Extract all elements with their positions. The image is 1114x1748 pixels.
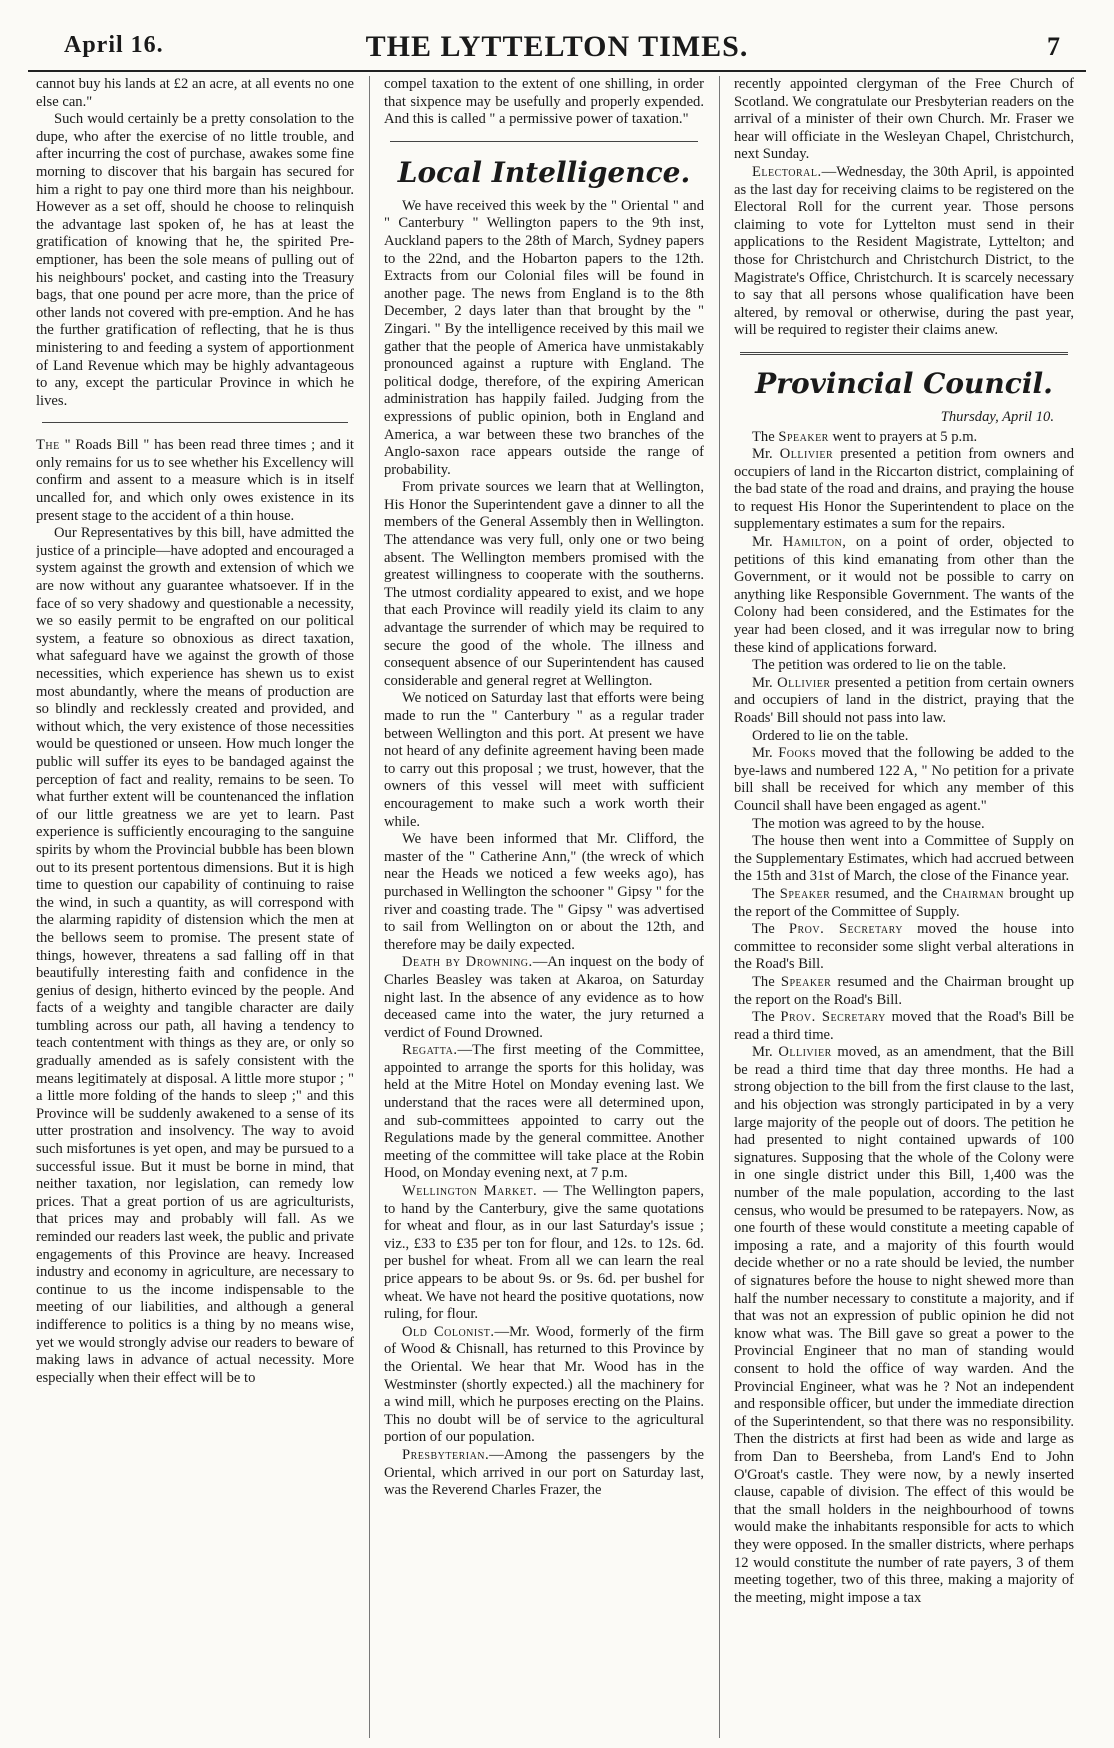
article-separator — [390, 141, 698, 142]
proceeding — [734, 429, 1074, 447]
proceeding: The house then went into a Committee of Supply on the Supplementary Estimates, which had accrued between the 15th and 31st of March, the close of the Finance year. — [734, 833, 1074, 885]
text: The — [752, 921, 789, 938]
column-divider — [719, 76, 720, 1738]
item-heading: Old Colonist. — [402, 1323, 495, 1340]
item-text: —An inquest on the body of Charles Beasley was taken at Akaroa, on Saturday night last. In the absence of any evidence as to how deceased came into the water, the jury returned a verdict of Found Drowned. — [384, 954, 704, 1041]
page-number: 7 — [1047, 32, 1060, 61]
item-text: —The first meeting of the Committee, appointed to arrange the sports for this holiday, was held at the Mitre Hotel on Monday evening last. We understand that the races were all determined upon, and sub-committees appointed to carry out the Regulations made by the general committee. Another meeting of the committee will take place at the Robin Hood, on Monday evening next, at 7 p.m. — [384, 1042, 704, 1182]
proceeding: Ordered to lie on the table. — [752, 727, 909, 744]
paragraph: recently appointed clergyman of the Free Church of Scotland. We congratulate our Presbyterian readers on the arrival of a minister of their own Church. Mr. Fraser we hear will officiate in the Wesleyan Chapel, Christchurch, next Sunday. — [734, 76, 1074, 163]
item-heading: Regatta. — [402, 1042, 458, 1059]
speaker-name: Speaker — [780, 973, 832, 990]
item-text: —Wednesday, the 30th April, is appointed as the last day for receiving claims to be registered on the Electoral Roll for the current year. Those persons claiming to vote for Lyttelton must send in their applications to the Resident Magistrate, Lyttelton; and those for Christchurch and Christchurch District, to the Magistrate's Office, Christchurch. It is scarcely necessary to say that all persons whose qualification have been altered, by removal or otherwise, during the past year, will be required to register their claims anew. — [734, 163, 1074, 339]
text: The — [752, 1009, 781, 1026]
item-text: —Among the passengers by the Oriental, which arrived in our port on Saturday last, was the Reverend Charles Frazer, the — [384, 1446, 704, 1499]
news-item — [384, 1324, 704, 1447]
issue-date: April 16. — [64, 32, 164, 58]
proceeding — [734, 921, 1074, 974]
text: brought up the report of the Committee of Supply. — [734, 885, 1074, 920]
text: moved, as an amendment, that the Bill be read a third time that day three months. He had a strong objection to the bill from the first clause to the last, and his objection was strongly participated in by a very large majority of the people out of doors. The petition he had presented to night contained upwards of 100 signatures. Supposing that the whole of the Colony were in one single district under this Bill, 1,400 was the number of the male population, according to the last census, who would be presumed to be ratepayers. Now, as one fourth of these would constitute a meeting capable of imposing a rate, and a majority of this fourth would decide whether or no a rate should be levied, the number of signatures before the house to night shewed more than half the number necessary to constitute a majority, and if that was not an expression of public opinion he did not know what was. The Bill gave so great a power to the Provincial Engineer that no man of standing would consent to hold the office of way warden. And the Provincial Engineer, what was he ? Not an independent and responsible officer, but under the immediate direction of the Superintendent, so that there was no responsibility. Then the districts at first had been as wide and large as from Dan to Beersheba, from Land's End to John O'Groat's castle. They were now, by a newly inserted clause, capable of division. The effect of this would be that the small holders in the neighbourhood of towns would make the inhabitants responsible for acts to which they were opposed. In the smaller districts, where perhaps 12 would constitute the number of rate payers, 3 of them meeting together, two of this three, making a majority of the meeting, might impose a tax — [734, 1044, 1074, 1606]
item-text: — The Wellington papers, to hand by the Canterbury, give the same quotations for wheat and flour, as in our last Saturday's issue ; viz., £33 to £35 per ton for flour, and 12s. to 12s. 6d. per bushel for wheat. From all we can learn the real price appears to be about 9s. or 9s. 6d. per bushel for wheat. We have not heard the positive quotations, now ruling, for flour. — [384, 1183, 704, 1323]
speaker-name: Fooks — [778, 745, 817, 762]
paragraph-text: " Roads Bill " has been read three times ; and it only remains for us to see whether his Excellency will confirm and assent to a measure which is in itself uncalled for, and which only owes existence in its present stage to the accident of a thin house. — [36, 437, 354, 524]
paragraph: Our Representatives by this bill, have admitted the justice of a principle—have adopted and encouraged a system against the growth and extension of which we are now without any guarantee whatsoever. If in the face of so very shadowy and questionable a necessity, we so easily permit to be engrafted on our political system, a feature so obnoxious as direct taxation, what safeguard have we against the growth of those necessities, which experience has shewn us to exist most abundantly, where the means of production are so blindly and recklessly created and provided, and without which, the very existence of those necessities would be questioned or unseen. How much longer the public will suffer its eyes to be bandaged against the perception of fact and reality, remains to be seen. To what further extent will be countenanced the inflation of our little greatness we are yet to learn. Past experience is sufficiently encouraging to the sanguine spirits by whom the Provincial bubble has been blown out to its present portentous dimensions. But it is high time to question our capability of continuing to raise the wind, in such a quantity, as will correspond with the alarming rapidity of distension which the men at the bellows seem to promise. The present state of things, however, threatens a sad falling off in that beautifully interesting faith and confidence in the genius of design, hitherto evinced by the people. And facts of a weighty and tangible character are daily tumbling across our path, all having a tendency to teach contentment with things as they are, or only so gradually amended as is safely consistent with the means legitimately at disposal. A little more stupor ; " a little more folding of the hands to sleep ;" and this Province will be suddenly awakened to a sense of its utter prostration and insolvency. The way to avoid such misfortunes is yet open, and may be pursued to a successful issue. But it must be borne in mind, that neither taxation, nor legislation, can remedy low prices. That a great portion of us are agriculturists, that prices may and probably will fall. As we reminded our readers last week, the public and private engagements of this Province are heavy. Increased industry and economy in agriculture, are necessary to continue to us the income indispensable to the meeting of our liabilities, and although a general indifference to politics is a thing by no means wise, yet we would strongly advise our readers to beware of making laws in advance of actual necessity. More especially when their effect will be to — [36, 525, 354, 1386]
article-separator — [740, 352, 1068, 355]
speaker-name: Ollivier — [777, 674, 831, 691]
text: Mr. — [752, 446, 780, 463]
column-3 — [734, 76, 1074, 1740]
text: went to prayers at 5 p.m. — [828, 428, 978, 445]
text: resumed and the Chairman brought up the report on the Road's Bill. — [734, 973, 1074, 1008]
paragraph: Such would certainly be a pretty consolation to the dupe, who after the exercise of no little trouble, and after incurring the cost of purchase, awakes some fine morning to discover that his bargain has secured for him a right to pay one third more than his neighbour. However as a set off, should he choose to relinquish the advantage last spoken of, he has at least the gratification of knowing that he, the spirited Pre-emptioner, has been the sole means of pulling out of his neighbours' pocket, and casting into the Treasury bags, that one pound per acre more, than the price of other lands not covered with pre-emption. And he has the further gratification of reflecting, that he is thus ministering to and feeding a system of apportionment of Land Revenue which may be highly advantageous to any, except the particular Province in which he lives. — [36, 111, 354, 409]
proceeding — [734, 1044, 1074, 1607]
text: Mr. — [752, 745, 779, 762]
text: presented a petition from owners and occupiers of land in the Riccarton district, complaining of the bad state of the road and drains, and praying the house to request His Honor the Superintendent to place on the supplementary estimates a sum for the repairs. — [734, 446, 1074, 533]
news-item — [734, 164, 1074, 340]
text: , on a point of order, objected to petitions of this kind emanating from other than the Government, or it would not be possible to carry on anything like Responsible Government. The wants of the Colony had been considered, and the Estimates for the year had been closed, and it was irregular now to bring these kind of applications forward. — [734, 534, 1074, 656]
speaker-name: Ollivier — [778, 1044, 832, 1061]
paragraph: From private sources we learn that at Wellington, His Honor the Superintendent gave a dinner to all the members of the General Assembly then in Wellington. The attendance was very full, only one or two being absent. The Wellington members promised with the greatest willingness to cooperate with the southerns. The utmost cordiality appeared to exist, and we hope that each Province will readily yield its claim to any advantage the surrender of which may be required to secure the good of the whole. The illness and consequent absence of our Superintendent has caused considerable and general regret at Wellington. — [384, 479, 704, 689]
proceeding — [734, 675, 1074, 728]
text: moved the house into committee to reconsider some slight verbal alterations in the Road's Bill. — [734, 921, 1074, 973]
proceeding: The motion was agreed to by the house. — [752, 815, 985, 832]
proceeding — [734, 886, 1074, 921]
text: The — [752, 428, 779, 445]
item-heading: Electoral. — [752, 163, 822, 180]
speaker-name: Speaker — [778, 428, 829, 445]
speaker-name: Prov. Secretary — [788, 921, 903, 938]
masthead — [28, 26, 1086, 72]
news-item — [384, 954, 704, 1042]
paragraph: compel taxation to the extent of one shilling, in order that sixpence may be usefully and properly expended. And this is called " a permissive power of taxation." — [384, 76, 704, 128]
section-heading: Provincial Council. — [755, 366, 1053, 400]
text: Mr. — [752, 1044, 779, 1061]
column-1 — [36, 76, 354, 1740]
article-separator — [42, 422, 348, 423]
proceeding — [734, 446, 1074, 534]
news-item — [384, 1447, 704, 1500]
speaker-name: Speaker — [779, 885, 831, 902]
paragraph: We have received this week by the " Oriental " and " Canterbury " Wellington papers to the 9th inst, Auckland papers to the 28th of March, Sydney papers to the 22nd, and the Hobarton papers to the 12th. Extracts from our Colonial files will be found in another page. The news from England is to the 8th December, 2 days later than that brought by the " Zingari. " By the intelligence received by this mail we gather that the people of America have unmistakably pronounced against a rupture with England. The political dodge, therefore, of the expiring American administration has happily failed. Judging from the expressions of public opinion, both in England and America, a war between these two branches of the Anglo-saxon race appears outside the range of probability. — [384, 197, 704, 478]
text: The — [752, 973, 781, 990]
text: The — [752, 885, 780, 902]
section-heading: Local Intelligence. — [397, 155, 691, 189]
proceeding: The petition was ordered to lie on the table. — [752, 657, 1007, 674]
speaker-name: Hamilton — [782, 534, 843, 551]
paragraph — [36, 437, 354, 525]
lead-word: The — [36, 437, 60, 454]
speaker-name: Ollivier — [779, 446, 834, 463]
proceeding — [734, 1009, 1074, 1044]
column-2 — [384, 76, 704, 1740]
paragraph: We have been informed that Mr. Clifford, the master of the " Catherine Ann," (the wreck of which near the Heads we noticed a few weeks ago), has purchased in Wellington the schooner " Gipsy " for the river and coasting trade. The " Gipsy " was advertised to sail from Wellington on or about the 12th, and therefore may be daily expected. — [384, 831, 704, 953]
speaker-name: Prov. Secretary — [780, 1009, 886, 1026]
text: Mr. — [752, 674, 778, 691]
item-heading: Presbyterian. — [402, 1446, 490, 1463]
item-heading: Death by Drowning. — [402, 954, 533, 971]
news-item — [384, 1042, 704, 1183]
text: presented a petition from certain owners and occupiers of land in the district, praying that the Roads' Bill should not pass into law. — [734, 674, 1074, 726]
newspaper-title: THE LYTTELTON TIMES. — [365, 30, 749, 63]
speaker-name: Chairman — [942, 885, 1004, 902]
text: Mr. — [752, 534, 783, 551]
proceeding — [734, 534, 1074, 657]
text: moved that the Road's Bill be read a third time. — [734, 1009, 1074, 1043]
news-item — [384, 1183, 704, 1324]
text: resumed, and the — [830, 885, 943, 902]
item-text: —Mr. Wood, formerly of the firm of Wood & Chisnall, has returned to this Province by the Oriental. We hear that Mr. Wood has in the Westminster (shortly expected.) all the machinery for a wind mill, which he purposes erecting on the Plains. This no doubt will be of service to the agricultural portion of our population. — [384, 1323, 704, 1446]
proceeding — [734, 974, 1074, 1009]
proceeding — [734, 745, 1074, 815]
text: moved that the following be added to the bye-laws and numbered 122 A, " No petition for a private bill shall be received for which any member of this Council shall have been engaged as agent." — [734, 745, 1074, 814]
paragraph: cannot buy his lands at £2 an acre, at all events no one else can." — [36, 76, 354, 110]
paragraph: We noticed on Saturday last that efforts were being made to run the " Canterbury " as a regular trader between Wellington and this port. At present we have not heard of any definite agreement having been made to carry out this proposal ; we trust, however, that the owners of this vessel will meet with sufficient encouragement to make such a work worth their while. — [384, 690, 704, 830]
column-divider — [369, 76, 370, 1738]
dateline: Thursday, April 10. — [940, 408, 1054, 425]
item-heading: Wellington Market. — [402, 1183, 538, 1200]
